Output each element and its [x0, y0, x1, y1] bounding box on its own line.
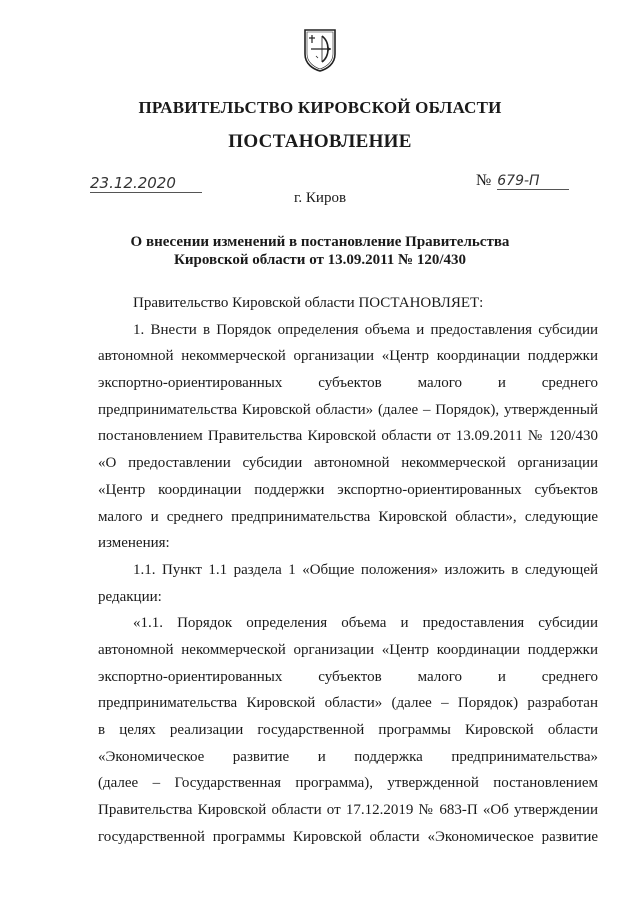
body-line: редакции: — [98, 588, 162, 605]
body-line: автономной некоммерческой организации «Центр координации поддержки — [98, 641, 598, 658]
body-line: государственной программы Кировской области «Экономическое развитие — [98, 828, 598, 845]
document-body — [98, 290, 598, 850]
body-line: автономной некоммерческой организации «Центр координации поддержки — [98, 348, 598, 365]
city-name: г. Киров — [293, 190, 347, 206]
body-line: (далее – Государственная программа), утвержденной постановлением — [98, 775, 598, 792]
document-type: ПОСТАНОВЛЕНИЕ — [228, 131, 412, 152]
coat-of-arms-icon — [303, 28, 337, 72]
document-number — [476, 172, 569, 190]
body-line: «1.1. Порядок определения объема и предоставления субсидии — [133, 615, 598, 632]
document-date: 23.12.2020 — [90, 174, 202, 193]
document-subject — [0, 233, 640, 269]
body-line: постановлением Правительства Кировской области от 13.09.2011 № 120/430 — [98, 428, 598, 445]
body-line: изменения: — [98, 535, 170, 552]
body-line: 1.1. Пункт 1.1 раздела 1 «Общие положения» изложить в следующей — [133, 561, 598, 578]
body-line: 1. Внести в Порядок определения объема и предоставления субсидии — [133, 321, 598, 338]
body-line: экспортно-ориентированных субъектов малого и среднего — [98, 375, 598, 392]
body-line: Правительства Кировской области от 17.12.2019 № 683-П «Об утверждении — [98, 802, 598, 819]
body-line: в целях реализации государственной программы Кировской области — [98, 722, 598, 738]
organization-name: ПРАВИТЕЛЬСТВО КИРОВСКОЙ ОБЛАСТИ — [138, 98, 502, 117]
number-sign: № — [476, 172, 492, 189]
body-line: предпринимательства Кировской области» (далее – Порядок) разработан — [98, 695, 598, 712]
body-line: «О предоставлении субсидии автономной некоммерческой организации — [98, 455, 598, 472]
body-line: «Центр координации поддержки экспортно-ориентированных субъектов — [98, 481, 598, 498]
body-line: Правительство Кировской области ПОСТАНОВЛЯЕТ: — [133, 295, 484, 311]
subject-line: Кировской области от 13.09.2011 № 120/430 — [173, 252, 467, 268]
body-line: предпринимательства Кировской области» (далее – Порядок), утвержденный — [98, 401, 598, 418]
number-value: 679-П — [497, 173, 569, 190]
body-line: «Экономическое развитие и поддержка предпринимательства» — [98, 748, 598, 765]
subject-line: О внесении изменений в постановление Правительства — [130, 234, 510, 250]
body-line: малого и среднего предпринимательства Кировской области», следующие — [98, 508, 598, 525]
body-line: экспортно-ориентированных субъектов малого и среднего — [98, 668, 598, 685]
